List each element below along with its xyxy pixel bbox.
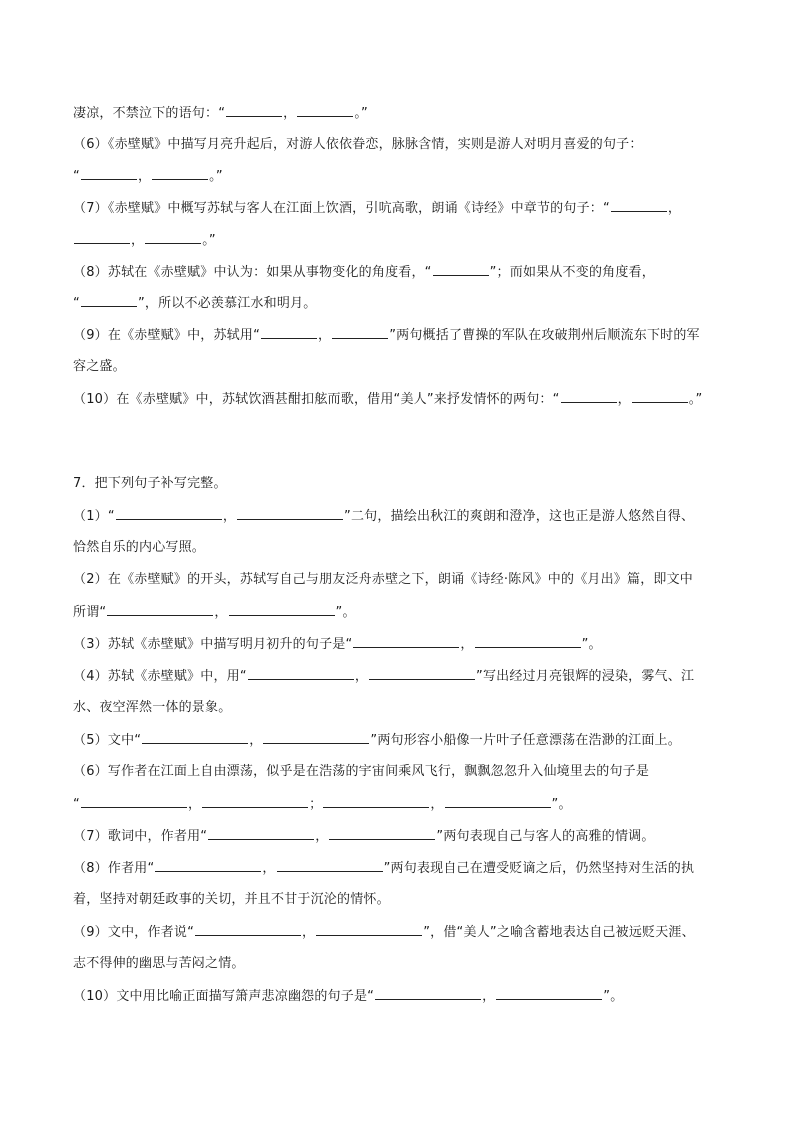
s7-question-4: （4）苏轼《赤壁赋》中，用“ ， ”写出经过月亮银辉的浸染，雾气、江 <box>73 669 695 684</box>
s7-question-2: （2）在《赤壁赋》的开头，苏轼写自己与朋友泛舟赤壁之下，朗诵《诗经·陈风》中的《月出》篇，即文中 <box>73 572 694 587</box>
answer-blank[interactable] <box>107 603 213 616</box>
answer-blank[interactable] <box>261 326 317 339</box>
answer-blank[interactable] <box>369 667 475 680</box>
s7-question-5: （5）文中“ ， ”两句形容小船像一片叶子任意漂荡在浩渺的江面上。 <box>73 733 681 748</box>
question-7-cont: ， 。” <box>73 231 216 249</box>
question-6: （6）《赤壁赋》中描写月亮升起后，对游人依依眷恋，脉脉含情，实则是游人对明月喜爱的句子： <box>73 137 643 152</box>
answer-blank[interactable] <box>475 635 581 648</box>
answer-blank[interactable] <box>611 199 667 212</box>
s7-question-8: （8）作者用“ ， ”两句表现自己在遭受贬谪之后，仍然坚持对生活的执 <box>73 861 695 876</box>
answer-blank[interactable] <box>375 987 481 1000</box>
question-9: （9）在《赤壁赋》中，苏轼用“ ， ”两句概括了曹操的军队在攻破荆州后顺流东下时的军 <box>73 328 700 343</box>
answer-blank[interactable] <box>81 167 137 180</box>
answer-blank[interactable] <box>202 795 308 808</box>
question-7: （7）《赤壁赋》中概写苏轼与客人在江面上饮酒，引吭高歌，朗诵《诗经》中章节的句子：“ ， <box>73 201 682 216</box>
question-9-cont: 容之盛。 <box>73 359 126 374</box>
s7-question-2-cont: 所谓“ ， ”。 <box>73 605 356 620</box>
s7-question-9: （9）文中，作者说“ ， ”，借“美人”之喻含蓄地表达自己被远贬天涯、 <box>73 925 695 940</box>
s7-question-1-cont: 恰然自乐的内心写照。 <box>73 540 206 555</box>
line-s6-l1: 凄凉，不禁泣下的语句：“ ， 。” <box>73 106 368 121</box>
answer-blank[interactable] <box>263 731 369 744</box>
answer-blank[interactable] <box>277 859 383 872</box>
s7-question-6-cont: “ ， ； ， ”。 <box>73 797 572 812</box>
answer-blank[interactable] <box>297 104 353 117</box>
s7-question-9-cont: 志不得伸的幽思与苦闷之情。 <box>73 956 245 971</box>
answer-blank[interactable] <box>195 923 301 936</box>
answer-blank[interactable] <box>329 827 435 840</box>
answer-blank[interactable] <box>229 603 335 616</box>
s7-question-1: （1）“ ， ”二句，描绘出秋江的爽朗和澄净，这也正是游人悠然自得、 <box>73 509 695 524</box>
answer-blank[interactable] <box>332 326 388 339</box>
answer-blank[interactable] <box>353 635 459 648</box>
answer-blank[interactable] <box>155 859 261 872</box>
answer-blank[interactable] <box>81 795 187 808</box>
answer-blank[interactable] <box>226 104 282 117</box>
s7-question-10: （10）文中用比喻正面描写箫声悲凉幽怨的句子是“ ， ”。 <box>73 989 624 1004</box>
answer-blank[interactable] <box>142 731 248 744</box>
answer-blank[interactable] <box>74 231 130 244</box>
question-6-cont: “ ， 。” <box>73 169 223 184</box>
question-10: （10）在《赤壁赋》中，苏轼饮酒甚酣扣舷而歌，借用“美人”来抒发情怀的两句：“ ， 。” <box>73 392 703 407</box>
s7-question-4-cont: 水、夜空浑然一体的景象。 <box>73 700 232 715</box>
s7-question-7: （7）歌词中，作者用“ ， ”两句表现自己与客人的高雅的情调。 <box>73 829 655 844</box>
answer-blank[interactable] <box>237 507 343 520</box>
answer-blank[interactable] <box>152 167 208 180</box>
answer-blank[interactable] <box>116 507 222 520</box>
section-7-heading: 7．把下列句子补写完整。 <box>73 476 227 491</box>
answer-blank[interactable] <box>561 390 617 403</box>
answer-blank[interactable] <box>445 795 551 808</box>
answer-blank[interactable] <box>145 231 201 244</box>
s7-question-8-cont: 着，坚持对朝廷政事的关切，并且不甘于沉沦的情怀。 <box>73 892 390 907</box>
s7-question-6: （6）写作者在江面上自由漂荡，似乎是在浩荡的宇宙间乘风飞行，飘飘忽忽升入仙境里去的句子是 <box>73 764 650 779</box>
answer-blank[interactable] <box>632 390 688 403</box>
answer-blank[interactable] <box>208 827 314 840</box>
answer-blank[interactable] <box>496 987 602 1000</box>
answer-blank[interactable] <box>248 667 354 680</box>
s7-question-3: （3）苏轼《赤壁赋》中描写明月初升的句子是“ ， ”。 <box>73 637 602 652</box>
question-8: （8）苏轼在《赤壁赋》中认为：如果从事物变化的角度看，“ ”；而如果从不变的角度看， <box>73 265 655 280</box>
answer-blank[interactable] <box>433 263 489 276</box>
answer-blank[interactable] <box>323 795 429 808</box>
question-8-cont: “ ”，所以不必羡慕江水和明月。 <box>73 296 317 311</box>
answer-blank[interactable] <box>81 294 137 307</box>
answer-blank[interactable] <box>316 923 422 936</box>
